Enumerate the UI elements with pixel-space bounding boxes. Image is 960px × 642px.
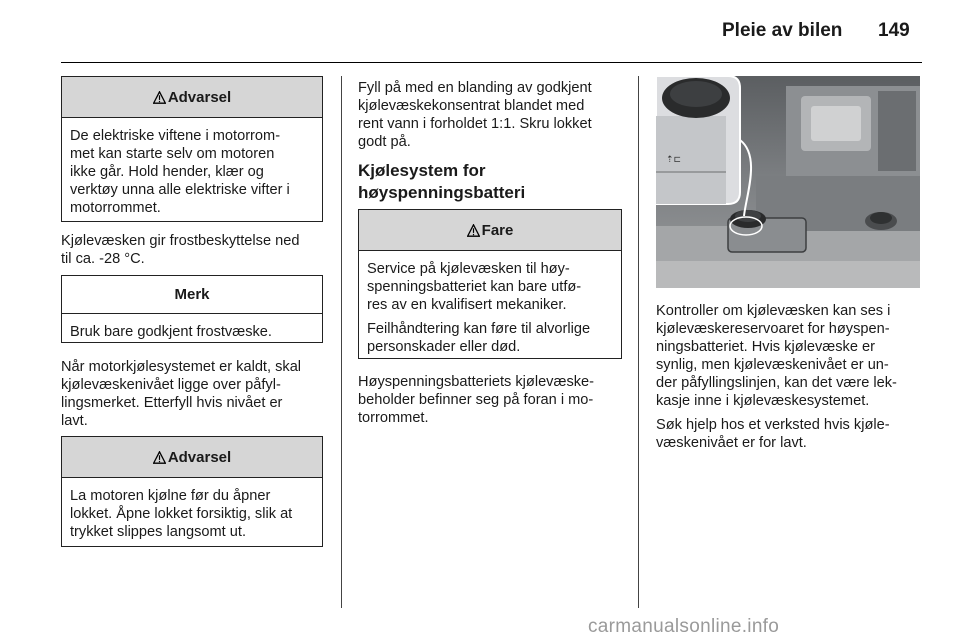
note-box (61, 275, 323, 343)
warning-title: Advarsel (167, 88, 232, 106)
text-line: Kjølevæsken gir frostbeskyttelse ned (61, 233, 300, 249)
text-line: Når motorkjølesystemet er kaldt, skal (61, 359, 302, 375)
paragraph (61, 358, 336, 430)
warning-text (62, 478, 322, 541)
warning-triangle-icon (467, 224, 480, 237)
text-line: personskader eller død. (367, 339, 521, 355)
text-line: til ca. -28 °C. (61, 251, 145, 267)
danger-box (358, 209, 622, 359)
danger-paragraph (367, 320, 614, 356)
paragraph (358, 79, 630, 151)
text-line: væskenivået er for lavt. (656, 435, 807, 451)
warning-box (61, 76, 323, 222)
paragraph (61, 232, 331, 268)
text-line: spenningsbatteriet kan bare utfø- (367, 279, 582, 295)
warning-triangle-icon (153, 451, 166, 464)
danger-title: Fare (481, 221, 514, 239)
text-line: lokket. Åpne lokket forsiktig, slik at (70, 506, 293, 522)
column-divider (341, 76, 342, 608)
text-line: Søk hjelp hos et verksted hvis kjøle- (656, 417, 890, 433)
heading-line: Kjølesystem for (358, 161, 486, 180)
text-line: La motoren kjølne før du åpner (70, 488, 271, 504)
warning-box-header (62, 77, 322, 118)
text-line: kasje inne i kjølevæskesystemet. (656, 393, 870, 409)
text-line: De elektriske viftene i motorrom- (70, 128, 281, 144)
warning-box (61, 436, 323, 547)
text-line: lavt. (61, 413, 88, 429)
note-box-header (62, 276, 322, 314)
header-rule (61, 62, 922, 63)
text-line: kjølevæskenivået ligge over påfyl- (61, 377, 281, 393)
text-line: der påfyllingslinjen, kan det være lek- (656, 375, 897, 391)
danger-text (359, 251, 621, 356)
text-line: synlig, men kjølevæskenivået er un- (656, 357, 889, 373)
paragraph (656, 302, 931, 410)
text-line: Kontroller om kjølevæsken kan ses i (656, 303, 891, 319)
paragraph (656, 416, 931, 452)
warning-title: Advarsel (167, 448, 232, 466)
text-line: Feilhåndtering kan føre til alvorlige (367, 321, 591, 337)
danger-box-header (359, 210, 621, 251)
text-line: rent vann i forholdet 1:1. Skru lokket (358, 116, 592, 132)
watermark: carmanualsonline.info (588, 616, 780, 637)
text-line: trykket slippes langsomt ut. (70, 524, 247, 540)
danger-paragraph (367, 260, 614, 314)
text-line: kjølevæskereservoaret for høyspen- (656, 321, 890, 337)
warning-box-header (62, 437, 322, 478)
text-line: met kan starte selv om motoren (70, 146, 275, 162)
page-number: 149 (878, 20, 910, 41)
engine-bay-photo (656, 76, 920, 288)
heading-line: høyspenningsbatteri (358, 183, 526, 202)
column-divider (638, 76, 639, 608)
text-line: torrommet. (358, 410, 429, 426)
paragraph (358, 373, 630, 427)
text-line: Service på kjølevæsken til høy- (367, 261, 570, 277)
text-line: lingsmerket. Etterfyll hvis nivået er (61, 395, 283, 411)
text-line: Bruk bare godkjent frostvæske. (70, 324, 272, 340)
text-line: motorrommet. (70, 200, 161, 216)
text-line: res av en kvalifisert mekaniker. (367, 297, 567, 313)
text-line: beholder befinner seg på foran i mo- (358, 392, 594, 408)
section-heading (358, 160, 630, 204)
svg-text:⇡⊏: ⇡⊏ (666, 155, 682, 165)
warning-triangle-icon (153, 91, 166, 104)
text-line: Høyspenningsbatteriets kjølevæske- (358, 374, 595, 390)
text-line: kjølevæskekonsentrat blandet med (358, 98, 585, 114)
text-line: Fyll på med en blanding av godkjent (358, 80, 592, 96)
text-line: verktøy unna alle elektriske vifter i (70, 182, 290, 198)
text-line: ningsbatteriet. Hvis kjølevæske er (656, 339, 875, 355)
text-line: godt på. (358, 134, 411, 150)
coolant-reservoir-illustration (656, 76, 920, 288)
page-header-title: Pleie av bilen (722, 20, 843, 41)
note-title: Merk (174, 286, 210, 303)
note-text (62, 314, 322, 341)
text-line: ikke går. Hold hender, klær og (70, 164, 264, 180)
warning-text (62, 118, 322, 217)
